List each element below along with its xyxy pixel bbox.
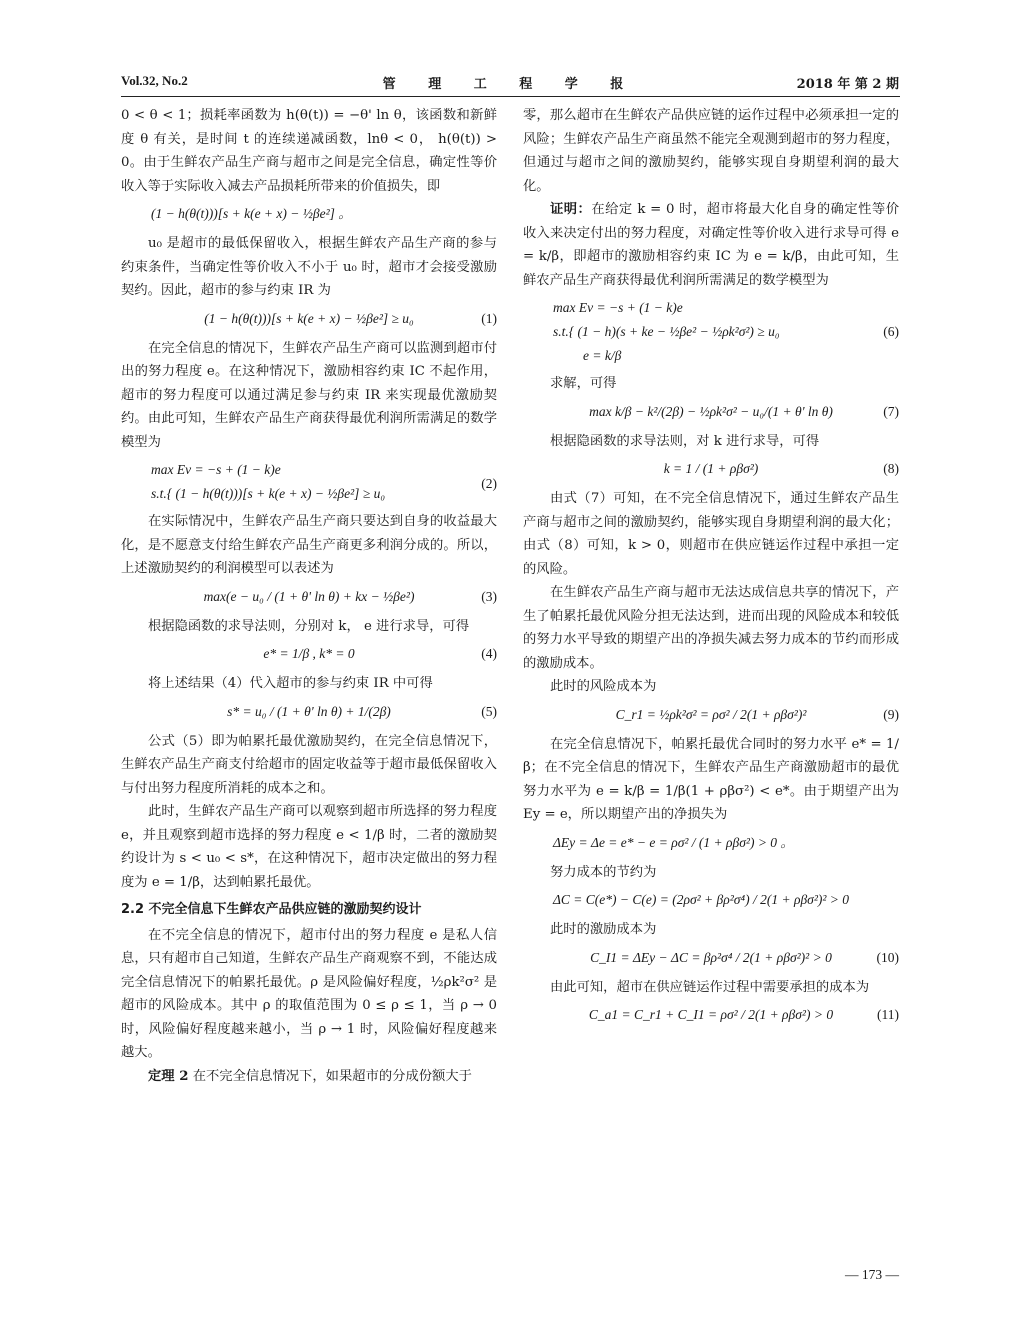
equation-10: C_I1 = ΔEy − ΔC = βρ²σ⁴ / 2(1 + ρβσ²)² > 0 (10) (590, 949, 899, 965)
equation-3: max(e − u₀ / (1 + θ' ln θ) + kx − ½βe²) (3) (203, 588, 497, 604)
paragraph: 此时的风险成本为 (550, 679, 657, 694)
paragraph: 在完全信息的情况下，生鲜农产品生产商可以监测到超市付出的努力程度 e。在这种情况下，激励相容约束 IC 不起作用，超市的努力程度可以通过满足参与约束 IR 来实现最优激励契约。由此可知，生鲜农产品生产商获得最优利润所需满足的数学模型为 (121, 340, 497, 450)
equation-6: max Ev = −s + (1 − k)e s.t.{ (1 − h)(s + ke − ½βe² − ½ρk²σ²) ≥ u₀ e = k/β (6) (553, 300, 899, 363)
paragraph: 根据隐函数的求导法则，分别对 k， e 进行求导，可得 (148, 618, 470, 634)
paragraph: 在完全信息情况下，帕累托最优合同时的努力水平 e* = 1/β；在不完全信息的情况下，生鲜农产品生产商激励超市的最优努力水平为 e = k/β = 1/β(1 + ρβσ²) < e*。由于期望产出为 Ey = e，所以期望产出的净损失为 (523, 736, 899, 822)
paragraph: 由式（7）可知，在不完全信息情况下，通过生鲜农产品生产商与超市之间的激励契约，能够实现自身期望利润的最大化；由式（8）可知，k > 0，则超市在供应链运作过程中承担一定的风险。 (523, 491, 899, 577)
paragraph: 此时，生鲜农产品生产商可以观察到超市所选择的努力程度 e，并且观察到超市选择的努力程度 e < 1/β 时，二者的激励契约设计为 s < u₀ < s*，在这种情况下，超市决定做出的努力程度为 e = 1/β，达到帕累托最优。 (121, 804, 497, 890)
theorem: 定理 2 在不完全信息情况下，如果超市的分成份额大于 (148, 1068, 472, 1084)
journal-volume: Vol.32, No.2 (121, 73, 188, 88)
equation-delta-c: ΔC = C(e*) − C(e) = (2ρσ² + βρ²σ⁴) / 2(1 + ρβσ²)² > 0 (553, 892, 850, 907)
paragraph: 求解，可得 (550, 376, 617, 391)
paragraph: 在不完全信息的情况下，超市付出的努力程度 e 是私人信息，只有超市自己知道，生鲜农产品生产商观察不到，不能达成完全信息情况下的帕累托最优。ρ 是风险偏好程度，½ρk²σ² 是超市的风险成本。其中 ρ 的取值范围为 0 ≤ ρ ≤ 1，当 ρ → 0 时，风险偏好程度越来越小，当 ρ → 1 时，风险偏好程度越来越大。 (121, 927, 497, 1060)
proof: 证明：在给定 k = 0 时，超市将最大化自身的确定性等价收入来决定付出的努力程度，对确定性等价收入进行求导可得 e = k/β，即超市的激励相容约束 IC 为 e = k/β，由此可知，生鲜农产品生产商获得最优利润所需满足的数学模型为 (523, 202, 899, 288)
equation-7: max k/β − k²/(2β) − ½ρk²σ² − u₀/(1 + θ' ln θ) (7) (589, 403, 899, 419)
equation-8: k = 1 / (1 + ρβσ²) (8) (663, 461, 899, 476)
equation-11: C_a1 = C_r1 + C_I1 = ρσ² / 2(1 + ρβσ²) > 0 (11) (588, 1007, 899, 1022)
paragraph: 0 < θ < 1；损耗率函数为 h(θ(t)) = −θ' ln θ，该函数和新鲜度 θ 有关，是时间 t 的连续递减函数，lnθ < 0， h(θ(t)) > 0。由于生鲜农产品生产商与超市之间是完全信息，确定性等价收入等于实际收入减去产品损耗所带来的价值损失，即 (121, 108, 497, 194)
right-column (523, 104, 899, 1033)
equation-9: C_r1 = ½ρk²σ² = ρσ² / 2(1 + ρβσ²)² (9) (615, 706, 899, 722)
paragraph: 将上述结果（4）代入超市的参与约束 IR 中可得 (148, 676, 433, 691)
equation-1: (1 − h(θ(t)))[s + k(e + x) − ½βe²] ≥ u₀ (1) (204, 310, 497, 326)
paragraph: 由此可知，超市在供应链运作过程中需要承担的成本为 (550, 979, 870, 995)
theorem-label: 定理 2 (148, 1068, 189, 1084)
equation-4: e* = 1/β , k* = 0 (4) (263, 646, 497, 661)
equation-5: s* = u₀ / (1 + θ' ln θ) + 1/(2β) (5) (227, 703, 497, 719)
paragraph: 此时的激励成本为 (550, 922, 657, 937)
header-rule (121, 96, 900, 97)
equation: (1 − h(θ(t)))[s + k(e + x) − ½βe²] 。 (151, 206, 352, 221)
paragraph: 在生鲜农产品生产商与超市无法达成信息共享的情况下，产生了帕累托最优风险分担无法达到，进而出现的风险成本和较低的努力水平导致的期望产出的净损失减去努力成本的节约而形成的激励成本。 (523, 585, 899, 671)
left-column (121, 104, 497, 1088)
proof-label: 证明： (550, 202, 592, 217)
paragraph: 在实际情况中，生鲜农产品生产商只要达到自身的收益最大化，是不愿意支付给生鲜农产品生产商更多利润分成的。所以，上述激励契约的利润模型可以表述为 (121, 514, 497, 576)
paragraph: 努力成本的节约为 (550, 864, 657, 880)
equation-2: max Ev = −s + (1 − k)e s.t.{ (1 − h(θ(t)))[s + k(e + x) − ½βe²] ≥ u₀ (2) (151, 462, 497, 501)
paragraph: 零，那么超市在生鲜农产品供应链的运作过程中必须承担一定的风险；生鲜农产品生产商虽然不能完全观测到超市的努力程度，但通过与超市之间的激励契约，能够实现自身期望利润的最大化。 (523, 108, 899, 194)
paragraph: u₀ 是超市的最低保留收入，根据生鲜农产品生产商的参与约束条件，当确定性等价收入不小于 u₀ 时，超市才会接受激励契约。因此，超市的参与约束 IR 为 (121, 236, 497, 298)
paragraph: 根据隐函数的求导法则，对 k 进行求导，可得 (550, 433, 820, 449)
journal-title: 管 理 工 程 学 报 (382, 77, 638, 92)
page-number: — 173 — (845, 1267, 899, 1282)
issue-date: 2018 年 第 2 期 (796, 77, 899, 92)
paragraph: 公式（5）即为帕累托最优激励契约，在完全信息情况下，生鲜农产品生产商支付给超市的固定收益等于超市最低保留收入与付出努力程度所消耗的成本之和。 (121, 733, 497, 796)
equation-delta-ey: ΔEy = Δe = e* − e = ρσ² / (1 + ρβσ²) > 0 。 (553, 834, 794, 850)
section-heading: 2.2 不完全信息下生鲜农产品供应链的激励契约设计 (121, 902, 422, 917)
